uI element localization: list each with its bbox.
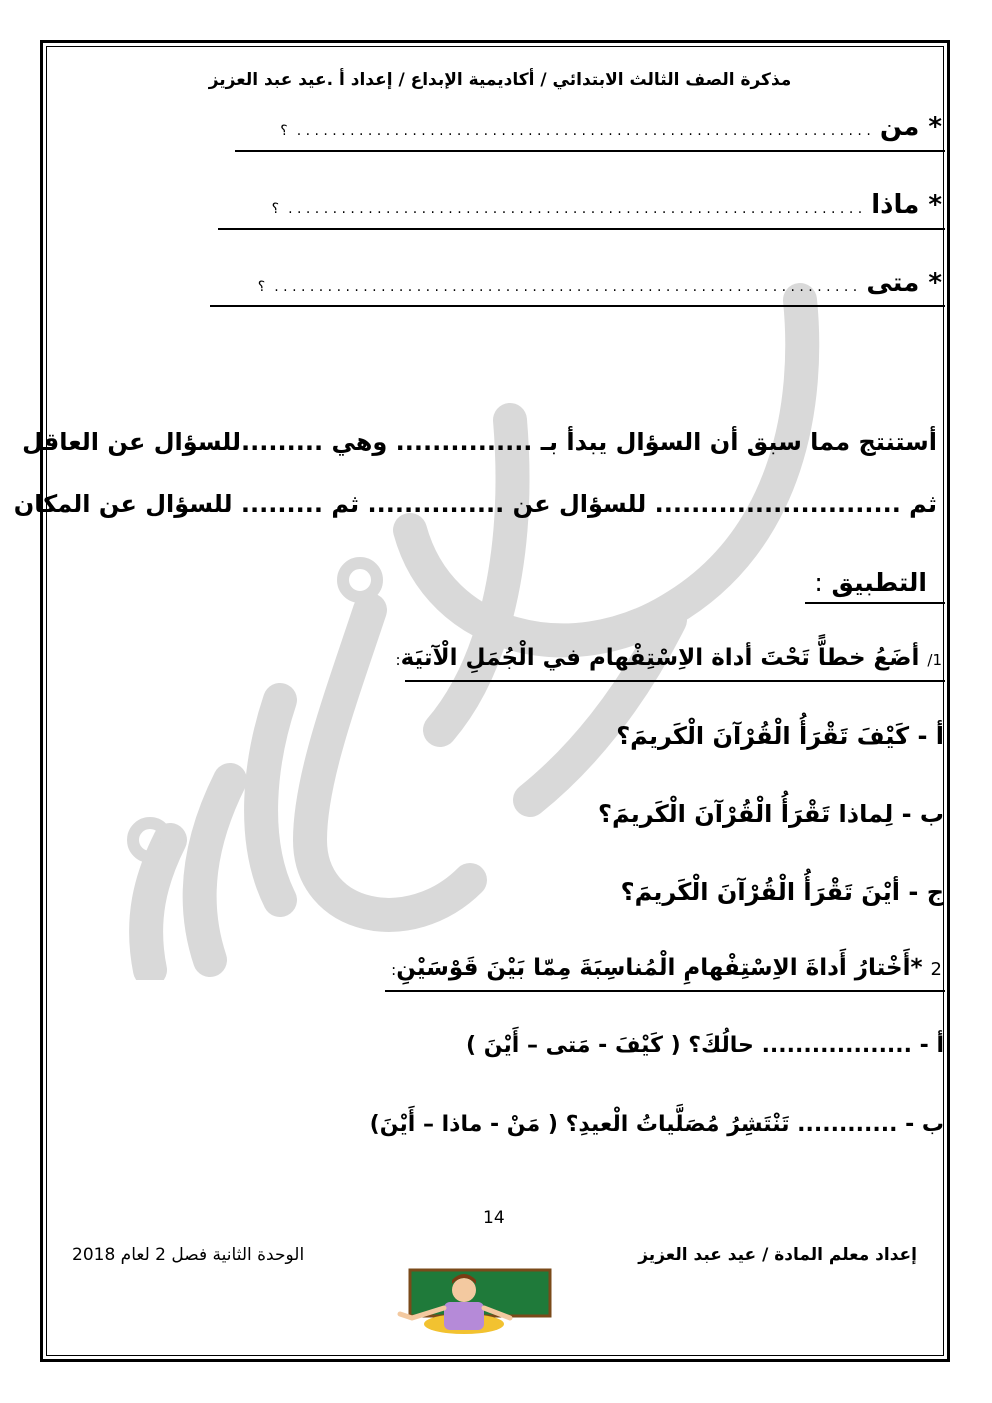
exercise-1-instruction: 1/ أضَعُ خطاًّ تَحْتَ أداة الاِسْتِفْهام في الْجُمَلِ الْآتيَة: <box>395 645 942 671</box>
answer-dots: . . . . . . . . . . . . . . . . . . . . . . . . . . . . . . . . . . . . . . . . . . . . . . . . . . . . . . . . . . . . . . . . . <box>288 201 863 217</box>
answer-line <box>235 150 945 152</box>
footer-unit: الوحدة الثانية فصل 2 لعام 2018 <box>72 1245 305 1265</box>
instruction-underline <box>405 680 945 682</box>
question-mark: ؟ <box>280 123 288 139</box>
instruction-underline <box>385 990 945 992</box>
answer-dots: . . . . . . . . . . . . . . . . . . . . . . . . . . . . . . . . . . . . . . . . . . . . . . . . . . . . . . . . . . . . . . . . . . <box>274 279 858 295</box>
application-colon: : <box>814 568 823 597</box>
answer-dots: . . . . . . . . . . . . . . . . . . . . . . . . . . . . . . . . . . . . . . . . . . . . . . . . . . . . . . . . . . . . . . . . . <box>296 123 871 139</box>
exercise-1-item: أ - كَيْفَ تَقْرَأُ الْقُرْآنَ الْكَريمَ؟ <box>616 722 944 750</box>
answer-line <box>218 228 945 230</box>
conclusion-line-2: ثم ........................... للسؤال عن ............... ثم ......... للسؤال عن المكان <box>13 490 937 518</box>
question-what <box>272 190 942 220</box>
question-label: * ماذا <box>871 190 942 220</box>
exercise-2-item: أ - .................. حالُكَ؟ ( كَيْفَ - مَتى – أَيْنَ ) <box>466 1033 944 1058</box>
teacher-illustration <box>392 1268 552 1334</box>
exercise-2-instruction: 2 *أَخْتارُ أَداةَ الاِسْتِفْهامِ الْمُناسِبَةَ مِمّا بَيْنَ قَوْسَيْنِ: <box>391 955 942 981</box>
exercise-2-item: ب - ............ تَنْتَشِرُ مُصَلَّياتُ الْعيدِ؟ ( مَنْ - ماذا – أَيْنَ) <box>369 1112 944 1137</box>
exercise-number: 1/ <box>927 651 942 669</box>
page-number: 14 <box>483 1208 505 1228</box>
page-border-inner <box>46 46 944 1356</box>
answer-line <box>210 305 945 307</box>
question-who <box>280 112 942 142</box>
page-header: مذكرة الصف الثالث الابتدائي / أكاديمية الإبداع / إعداد أ .عيد عبد العزيز <box>208 70 792 90</box>
footer-author: إعداد معلم المادة / عيد عبد العزيز <box>638 1245 917 1265</box>
question-label: * متى <box>866 268 942 298</box>
exercise-1-item: ب - لِماذا تَقْرَأُ الْقُرْآنَ الْكَريمَ؟ <box>598 800 944 828</box>
question-mark: ؟ <box>257 279 266 295</box>
exercise-number: 2 <box>930 959 942 980</box>
application-title: التطبيق <box>831 568 927 597</box>
conclusion-line-1: أستنتج مما سبق أن السؤال يبدأ بـ ............... وهي .........للسؤال عن العاقل <box>22 428 937 456</box>
question-mark: ؟ <box>271 201 280 217</box>
question-label: * من <box>879 112 942 142</box>
application-heading <box>814 568 927 597</box>
exercise-1-item: ج - أيْنَ تَقْرَأُ الْقُرْآنَ الْكَريمَ؟ <box>620 878 944 906</box>
question-when <box>258 268 942 298</box>
heading-underline <box>805 602 945 604</box>
